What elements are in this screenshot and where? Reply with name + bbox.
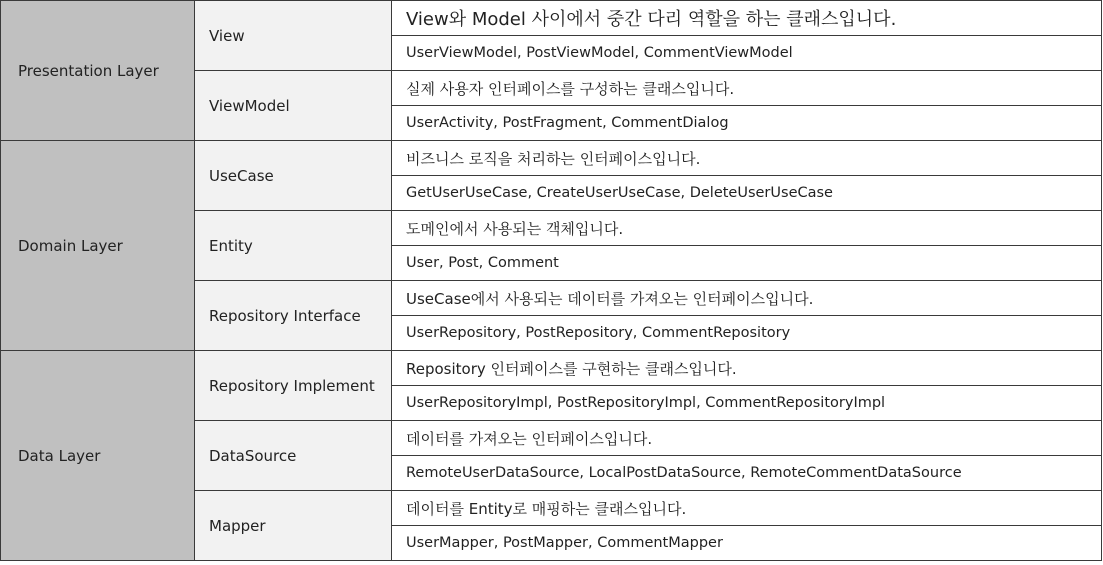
- examples-cell: UserActivity, PostFragment, CommentDialog: [392, 106, 1102, 141]
- description-cell: UseCase에서 사용되는 데이터를 가져오는 인터페이스입니다.: [392, 281, 1102, 316]
- layer-cell-domain: Domain Layer: [1, 141, 195, 351]
- description-cell: Repository 인터페이스를 구현하는 클래스입니다.: [392, 351, 1102, 386]
- examples-cell: UserRepositoryImpl, PostRepositoryImpl, CommentRepositoryImpl: [392, 386, 1102, 421]
- description-cell: 데이터를 가져오는 인터페이스입니다.: [392, 421, 1102, 456]
- examples-cell: UserViewModel, PostViewModel, CommentViewModel: [392, 36, 1102, 71]
- table-row: [1, 351, 1102, 386]
- description-cell: 비즈니스 로직을 처리하는 인터페이스입니다.: [392, 141, 1102, 176]
- layer-cell-presentation: Presentation Layer: [1, 1, 195, 141]
- description-cell: 실제 사용자 인터페이스를 구성하는 클래스입니다.: [392, 71, 1102, 106]
- examples-cell: User, Post, Comment: [392, 246, 1102, 281]
- description-cell: 데이터를 Entity로 매핑하는 클래스입니다.: [392, 491, 1102, 526]
- examples-cell: UserRepository, PostRepository, CommentRepository: [392, 316, 1102, 351]
- examples-cell: GetUserUseCase, CreateUserUseCase, DeleteUserUseCase: [392, 176, 1102, 211]
- component-cell-view: View: [195, 1, 392, 71]
- description-cell: View와 Model 사이에서 중간 다리 역할을 하는 클래스입니다.: [392, 1, 1102, 36]
- component-cell-viewmodel: ViewModel: [195, 71, 392, 141]
- component-cell-repository-implement: Repository Implement: [195, 351, 392, 421]
- examples-cell: RemoteUserDataSource, LocalPostDataSource, RemoteCommentDataSource: [392, 456, 1102, 491]
- examples-cell: UserMapper, PostMapper, CommentMapper: [392, 526, 1102, 561]
- layer-cell-data: Data Layer: [1, 351, 195, 561]
- component-cell-mapper: Mapper: [195, 491, 392, 561]
- table-row: [1, 1, 1102, 36]
- component-cell-entity: Entity: [195, 211, 392, 281]
- table-row: [1, 141, 1102, 176]
- component-cell-usecase: UseCase: [195, 141, 392, 211]
- component-cell-datasource: DataSource: [195, 421, 392, 491]
- description-cell: 도메인에서 사용되는 객체입니다.: [392, 211, 1102, 246]
- component-cell-repository-interface: Repository Interface: [195, 281, 392, 351]
